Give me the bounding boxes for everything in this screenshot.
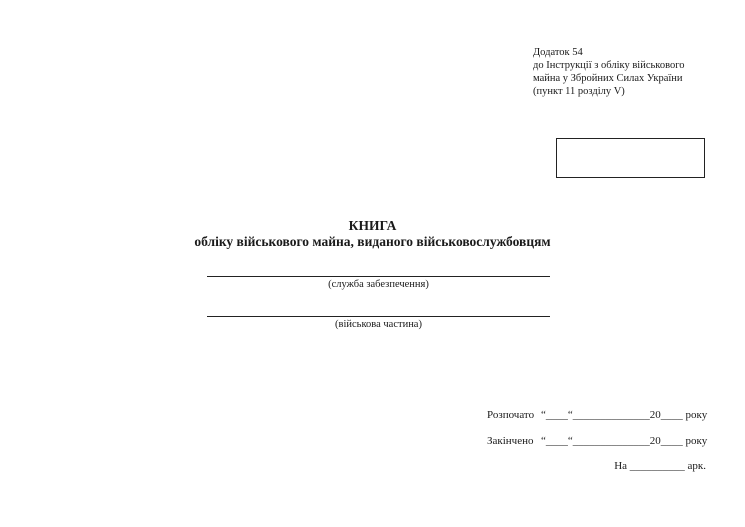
finished-label: Закінчено: [487, 435, 534, 447]
service-underline: [207, 276, 550, 277]
appendix-line-instruction: до Інструкції з обліку військового: [533, 60, 685, 71]
started-date-fill: “____“______________20____ року: [541, 409, 708, 421]
started-label: Розпочато: [487, 409, 535, 421]
finished-date-fill: “____“______________20____ року: [541, 435, 708, 447]
appendix-line-number: Додаток 54: [533, 47, 583, 58]
appendix-line-section: (пункт 11 розділу V): [533, 86, 625, 97]
document-title: [0, 218, 745, 250]
unit-caption: (військова частина): [335, 319, 422, 330]
sheet-count: На __________ арк.: [614, 460, 706, 472]
title-main: КНИГА: [348, 218, 397, 233]
service-caption: (служба забезпечення): [328, 279, 429, 290]
title-subtitle: обліку військового майна, виданого військовослужбовцям: [194, 234, 551, 249]
appendix-line-forces: майна у Збройних Силах України: [533, 73, 683, 84]
appendix-note: [533, 46, 685, 98]
unit-underline: [207, 316, 550, 317]
registration-box: [556, 138, 705, 178]
